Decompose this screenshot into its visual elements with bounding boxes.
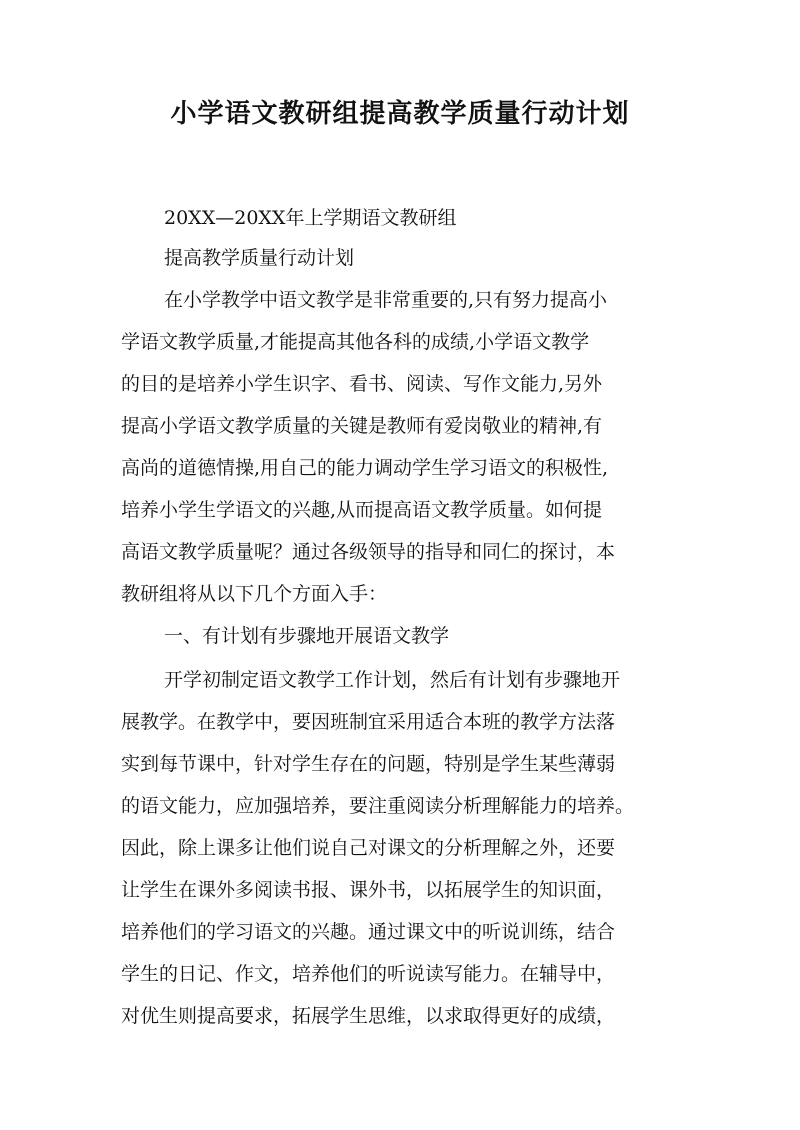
paragraph-2-line-7: 培养他们的学习语文的兴趣。通过课文中的听说训练，结合 [121, 921, 616, 943]
paragraph-1-line-5: 高尚的道德情操,用自己的能力调动学生学习语文的积极性, [121, 457, 609, 479]
paragraph-2-line-3: 实到每节课中，针对学生存在的问题，特别是学生某些薄弱 [121, 753, 616, 775]
paragraph-2-line-9: 对优生则提高要求，拓展学生思维，以求取得更好的成绩， [121, 1005, 616, 1027]
subtitle-line-1: 20XX—20XX年上学期语文教研组 [164, 207, 457, 229]
paragraph-1-line-7: 高语文教学质量呢？通过各级领导的指导和同仁的探讨，本 [121, 541, 616, 563]
paragraph-1-line-6: 培养小学生学语文的兴趣,从而提高语文教学质量。如何提 [121, 499, 603, 521]
section-heading-1: 一、有计划有步骤地开展语文教学 [164, 625, 450, 647]
subtitle-line-2: 提高教学质量行动计划 [164, 247, 355, 269]
paragraph-2-line-6: 让学生在课外多阅读书报、课外书，以拓展学生的知识面， [121, 879, 616, 901]
paragraph-2-line-5: 因此，除上课多让他们说自己对课文的分析理解之外，还要 [121, 837, 616, 859]
paragraph-1-line-8: 教研组将从以下几个方面入手： [121, 583, 388, 605]
paragraph-1-line-1: 在小学教学中语文教学是非常重要的,只有努力提高小 [164, 289, 608, 311]
paragraph-2-line-4: 的语文能力，应加强培养，要注重阅读分析理解能力的培养。 [121, 795, 635, 817]
paragraph-1-line-4: 提高小学语文教学质量的关键是教师有爱岗敬业的精神,有 [121, 415, 603, 437]
paragraph-1-line-2: 学语文教学质量,才能提高其他各科的成绩,小学语文教学 [121, 331, 590, 353]
paragraph-1-line-3: 的目的是培养小学生识字、看书、阅读、写作文能力,另外 [121, 373, 603, 395]
paragraph-2-line-1: 开学初制定语文教学工作计划，然后有计划有步骤地开 [164, 669, 621, 691]
paragraph-2-line-2: 展教学。在教学中，要因班制宜采用适合本班的教学方法落 [121, 711, 616, 733]
paragraph-2-line-8: 学生的日记、作文，培养他们的听说读写能力。在辅导中， [121, 963, 616, 985]
document-title: 小学语文教研组提高教学质量行动计划 [170, 99, 630, 129]
